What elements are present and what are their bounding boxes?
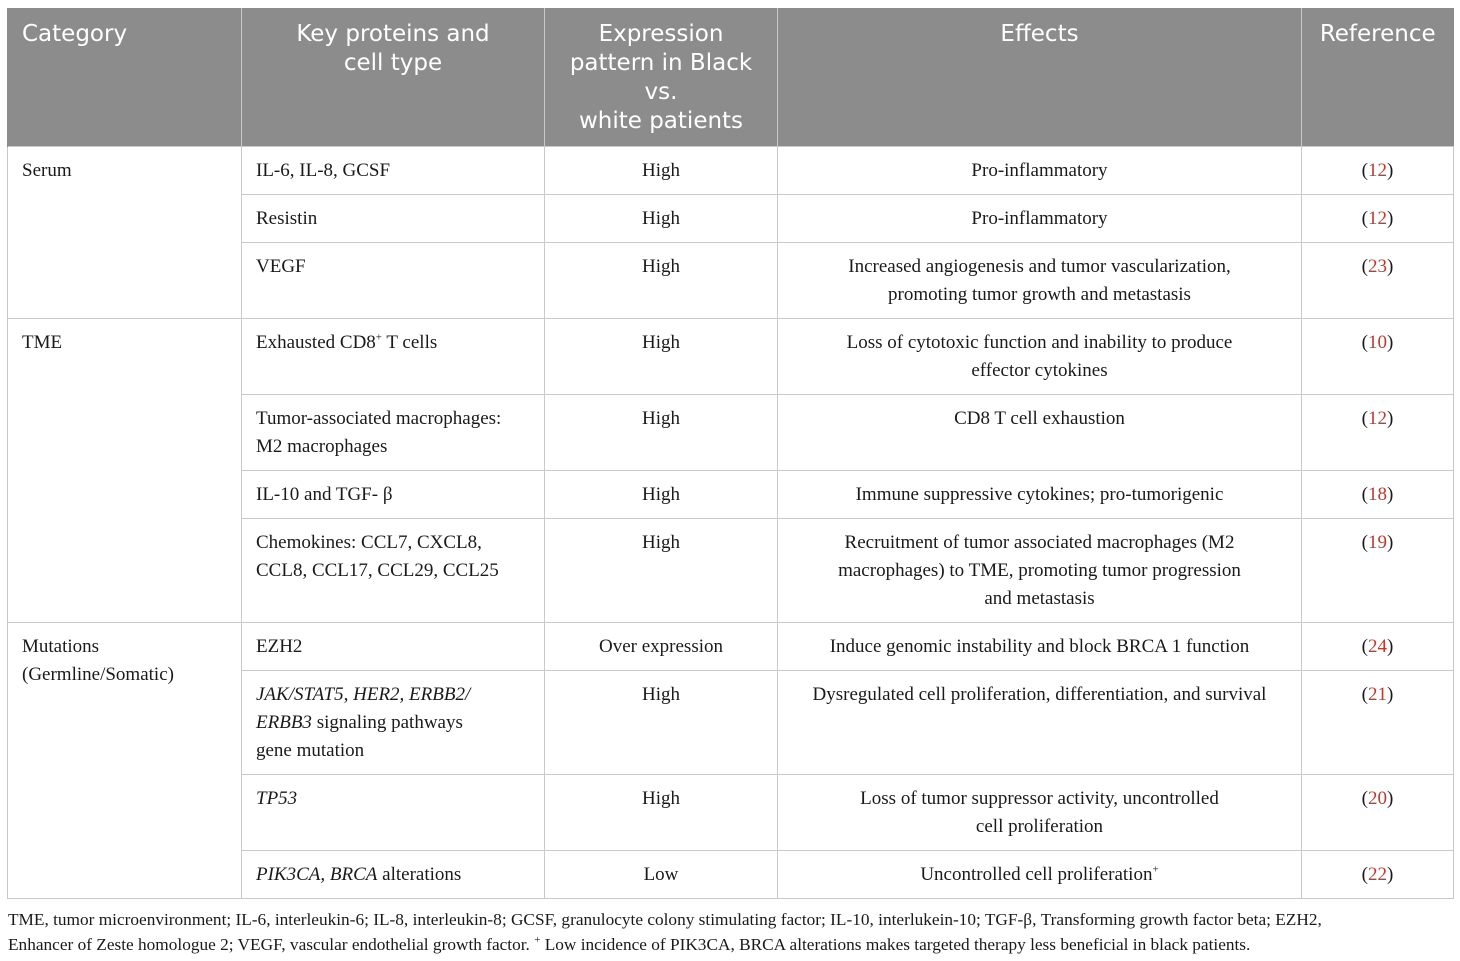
table-row [8, 146, 1454, 194]
expression-cell: Low [545, 850, 778, 898]
header-proteins: Key proteins and cell type [242, 8, 545, 146]
reference-cell: (12) [1302, 194, 1454, 242]
table-row [8, 622, 1454, 670]
protein-cell: Chemokines: CCL7, CXCL8, CCL8, CCL17, CCL29, CCL25 [242, 518, 545, 622]
protein-cell: Tumor-associated macrophages: M2 macrophages [242, 394, 545, 470]
reference-link[interactable]: 12 [1368, 407, 1387, 429]
reference-cell: (23) [1302, 242, 1454, 318]
category-serum: Serum [8, 146, 242, 318]
expression-cell: High [545, 394, 778, 470]
effect-cell: Immune suppressive cytokines; pro-tumorigenic [778, 470, 1302, 518]
protein-cell: IL-10 and TGF- β [242, 470, 545, 518]
header-category: Category [8, 8, 242, 146]
reference-cell: (12) [1302, 146, 1454, 194]
header-reference: Reference [1302, 8, 1454, 146]
effect-cell: Loss of tumor suppressor activity, uncontrolled cell proliferation [778, 774, 1302, 850]
protein-cell: IL-6, IL-8, GCSF [242, 146, 545, 194]
data-table [7, 8, 1454, 899]
expression-cell: High [545, 242, 778, 318]
effect-cell: Uncontrolled cell proliferation+ [778, 850, 1302, 898]
table-header-row [8, 8, 1454, 146]
header-effects: Effects [778, 8, 1302, 146]
effect-cell: Recruitment of tumor associated macrophages (M2 macrophages) to TME, promoting tumor progression and metastasis [778, 518, 1302, 622]
reference-cell: (24) [1302, 622, 1454, 670]
reference-link[interactable]: 23 [1368, 255, 1387, 277]
effect-cell: Increased angiogenesis and tumor vascularization, promoting tumor growth and metastasis [778, 242, 1302, 318]
table-footnote: TME, tumor microenvironment; IL-6, interleukin-6; IL-8, interleukin-8; GCSF, granulocyte colony stimulating factor; IL-10, interlukein-10; TGF-β, Transforming growth factor beta; EZH2, Enhancer of Zeste homologue 2; VEGF, vascular endothelial growth factor. + Low incidence of PIK3CA, BRCA alterations makes targeted therapy less beneficial in black patients. [8, 910, 1322, 954]
reference-link[interactable]: 12 [1368, 207, 1387, 229]
reference-link[interactable]: 21 [1368, 683, 1387, 705]
effect-cell: Induce genomic instability and block BRCA 1 function [778, 622, 1302, 670]
effect-cell: Loss of cytotoxic function and inability to produce effector cytokines [778, 318, 1302, 394]
effect-cell: CD8 T cell exhaustion [778, 394, 1302, 470]
protein-cell: EZH2 [242, 622, 545, 670]
reference-cell: (22) [1302, 850, 1454, 898]
category-mutations: Mutations (Germline/Somatic) [8, 622, 242, 898]
expression-cell: High [545, 318, 778, 394]
reference-cell: (10) [1302, 318, 1454, 394]
reference-cell: (19) [1302, 518, 1454, 622]
reference-link[interactable]: 19 [1368, 531, 1387, 553]
reference-link[interactable]: 20 [1368, 787, 1387, 809]
protein-cell: Resistin [242, 194, 545, 242]
expression-cell: High [545, 774, 778, 850]
reference-link[interactable]: 12 [1368, 159, 1387, 181]
protein-cell: PIK3CA, BRCA alterations [242, 850, 545, 898]
protein-cell: Exhausted CD8+ T cells [242, 318, 545, 394]
header-expression: Expression pattern in Black vs. white patients [545, 8, 778, 146]
effect-cell: Pro-inflammatory [778, 146, 1302, 194]
expression-cell: High [545, 146, 778, 194]
reference-link[interactable]: 24 [1368, 635, 1387, 657]
data-table-container [7, 8, 1453, 899]
category-tme: TME [8, 318, 242, 622]
expression-cell: High [545, 470, 778, 518]
reference-link[interactable]: 22 [1368, 863, 1387, 885]
protein-cell: VEGF [242, 242, 545, 318]
reference-link[interactable]: 18 [1368, 483, 1387, 505]
reference-link[interactable]: 10 [1368, 331, 1387, 353]
table-row [8, 318, 1454, 394]
reference-cell: (21) [1302, 670, 1454, 774]
expression-cell: High [545, 518, 778, 622]
protein-cell: JAK/STAT5, HER2, ERBB2/ ERBB3 signaling pathways gene mutation [242, 670, 545, 774]
expression-cell: High [545, 194, 778, 242]
effect-cell: Dysregulated cell proliferation, differentiation, and survival [778, 670, 1302, 774]
reference-cell: (18) [1302, 470, 1454, 518]
protein-cell: TP53 [242, 774, 545, 850]
effect-cell: Pro-inflammatory [778, 194, 1302, 242]
expression-cell: Over expression [545, 622, 778, 670]
reference-cell: (20) [1302, 774, 1454, 850]
expression-cell: High [545, 670, 778, 774]
reference-cell: (12) [1302, 394, 1454, 470]
